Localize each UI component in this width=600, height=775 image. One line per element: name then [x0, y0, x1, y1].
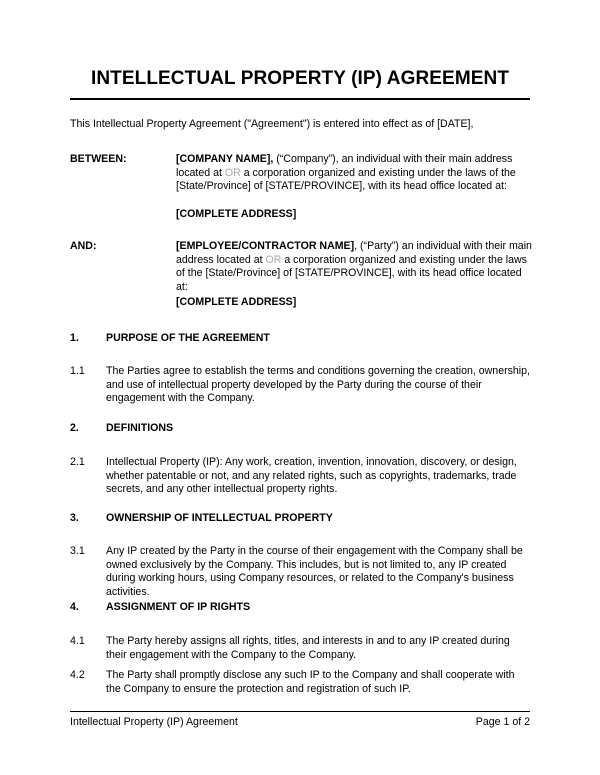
clause-number: 4.2: [70, 669, 85, 681]
and-party-text: [176, 240, 532, 294]
clause-text: The Party hereby assigns all rights, titles, and interests in and to any IP created during their engagement with the Company to the Company.: [106, 635, 510, 661]
intro-paragraph: This Intellectual Property Agreement ("Agreement") is entered into effect as of [DATE],: [70, 118, 474, 130]
and-or: OR: [265, 253, 282, 266]
clause-text: Intellectual Property (IP): Any work, creation, invention, innovation, discovery, or design, whether patentable or not, and any related rights, such as copyrights, trademarks, trade secrets, and any other intellectual property rights.: [106, 456, 517, 496]
section-heading: OWNERSHIP OF INTELLECTUAL PROPERTY: [106, 512, 333, 524]
page-number: Page 1 of 2: [475, 716, 530, 728]
between-party-text: [176, 153, 532, 194]
section-number: 2.: [70, 422, 79, 434]
footer-divider: [70, 711, 530, 712]
clause-number: 3.1: [70, 545, 85, 557]
clause-number: 4.1: [70, 635, 85, 647]
between-text-a: (“Company”), an individual with their main address located at: [176, 153, 513, 179]
clause-text: The Parties agree to establish the terms and conditions governing the creation, ownership, and use of intellectual property developed by the Party during the course of their engagement with the Company.: [106, 365, 530, 405]
employee-address-placeholder: [COMPLETE ADDRESS]: [176, 296, 297, 308]
employee-name-placeholder: [EMPLOYEE/CONTRACTOR NAME]: [176, 240, 355, 252]
and-label: AND:: [70, 240, 97, 252]
between-label: BETWEEN:: [70, 153, 127, 165]
company-address-placeholder: [COMPLETE ADDRESS]: [176, 208, 297, 220]
section-heading: DEFINITIONS: [106, 422, 174, 434]
section-heading: ASSIGNMENT OF IP RIGHTS: [106, 601, 251, 613]
footer-document-title: Intellectual Property (IP) Agreement: [70, 716, 238, 728]
clause-text: The Party shall promptly disclose any such IP to the Company and shall cooperate with the Company to ensure the protection and registration of such IP.: [106, 669, 515, 695]
section-number: 1.: [70, 332, 79, 344]
section-number: 4.: [70, 601, 79, 613]
clause-text: Any IP created by the Party in the course of their engagement with the Company shall be owned exclusively by the Company. This includes, but is not limited to, any IP created during working hours, using Company resources, or related to the Company's business activities.: [106, 545, 523, 598]
section-number: 3.: [70, 512, 79, 524]
title-divider: [70, 98, 530, 100]
between-or: OR: [224, 166, 241, 179]
clause-number: 1.1: [70, 365, 85, 377]
between-text-b: a corporation organized and existing under the laws of the [State/Province] of [STATE/PROVINCE], with its head office located at:: [176, 166, 516, 193]
company-name-placeholder: [COMPANY NAME],: [176, 153, 274, 165]
clause-number: 2.1: [70, 456, 85, 468]
section-heading: PURPOSE OF THE AGREEMENT: [106, 332, 270, 344]
and-text-a: , (“Party”) an individual with their main address located at: [176, 240, 532, 266]
document-title: INTELLECTUAL PROPERTY (IP) AGREEMENT: [90, 68, 510, 89]
and-text-b: a corporation organized and existing under the laws of the [State/Province] of [STATE/PROVINCE], with its head office located at:: [176, 253, 527, 293]
